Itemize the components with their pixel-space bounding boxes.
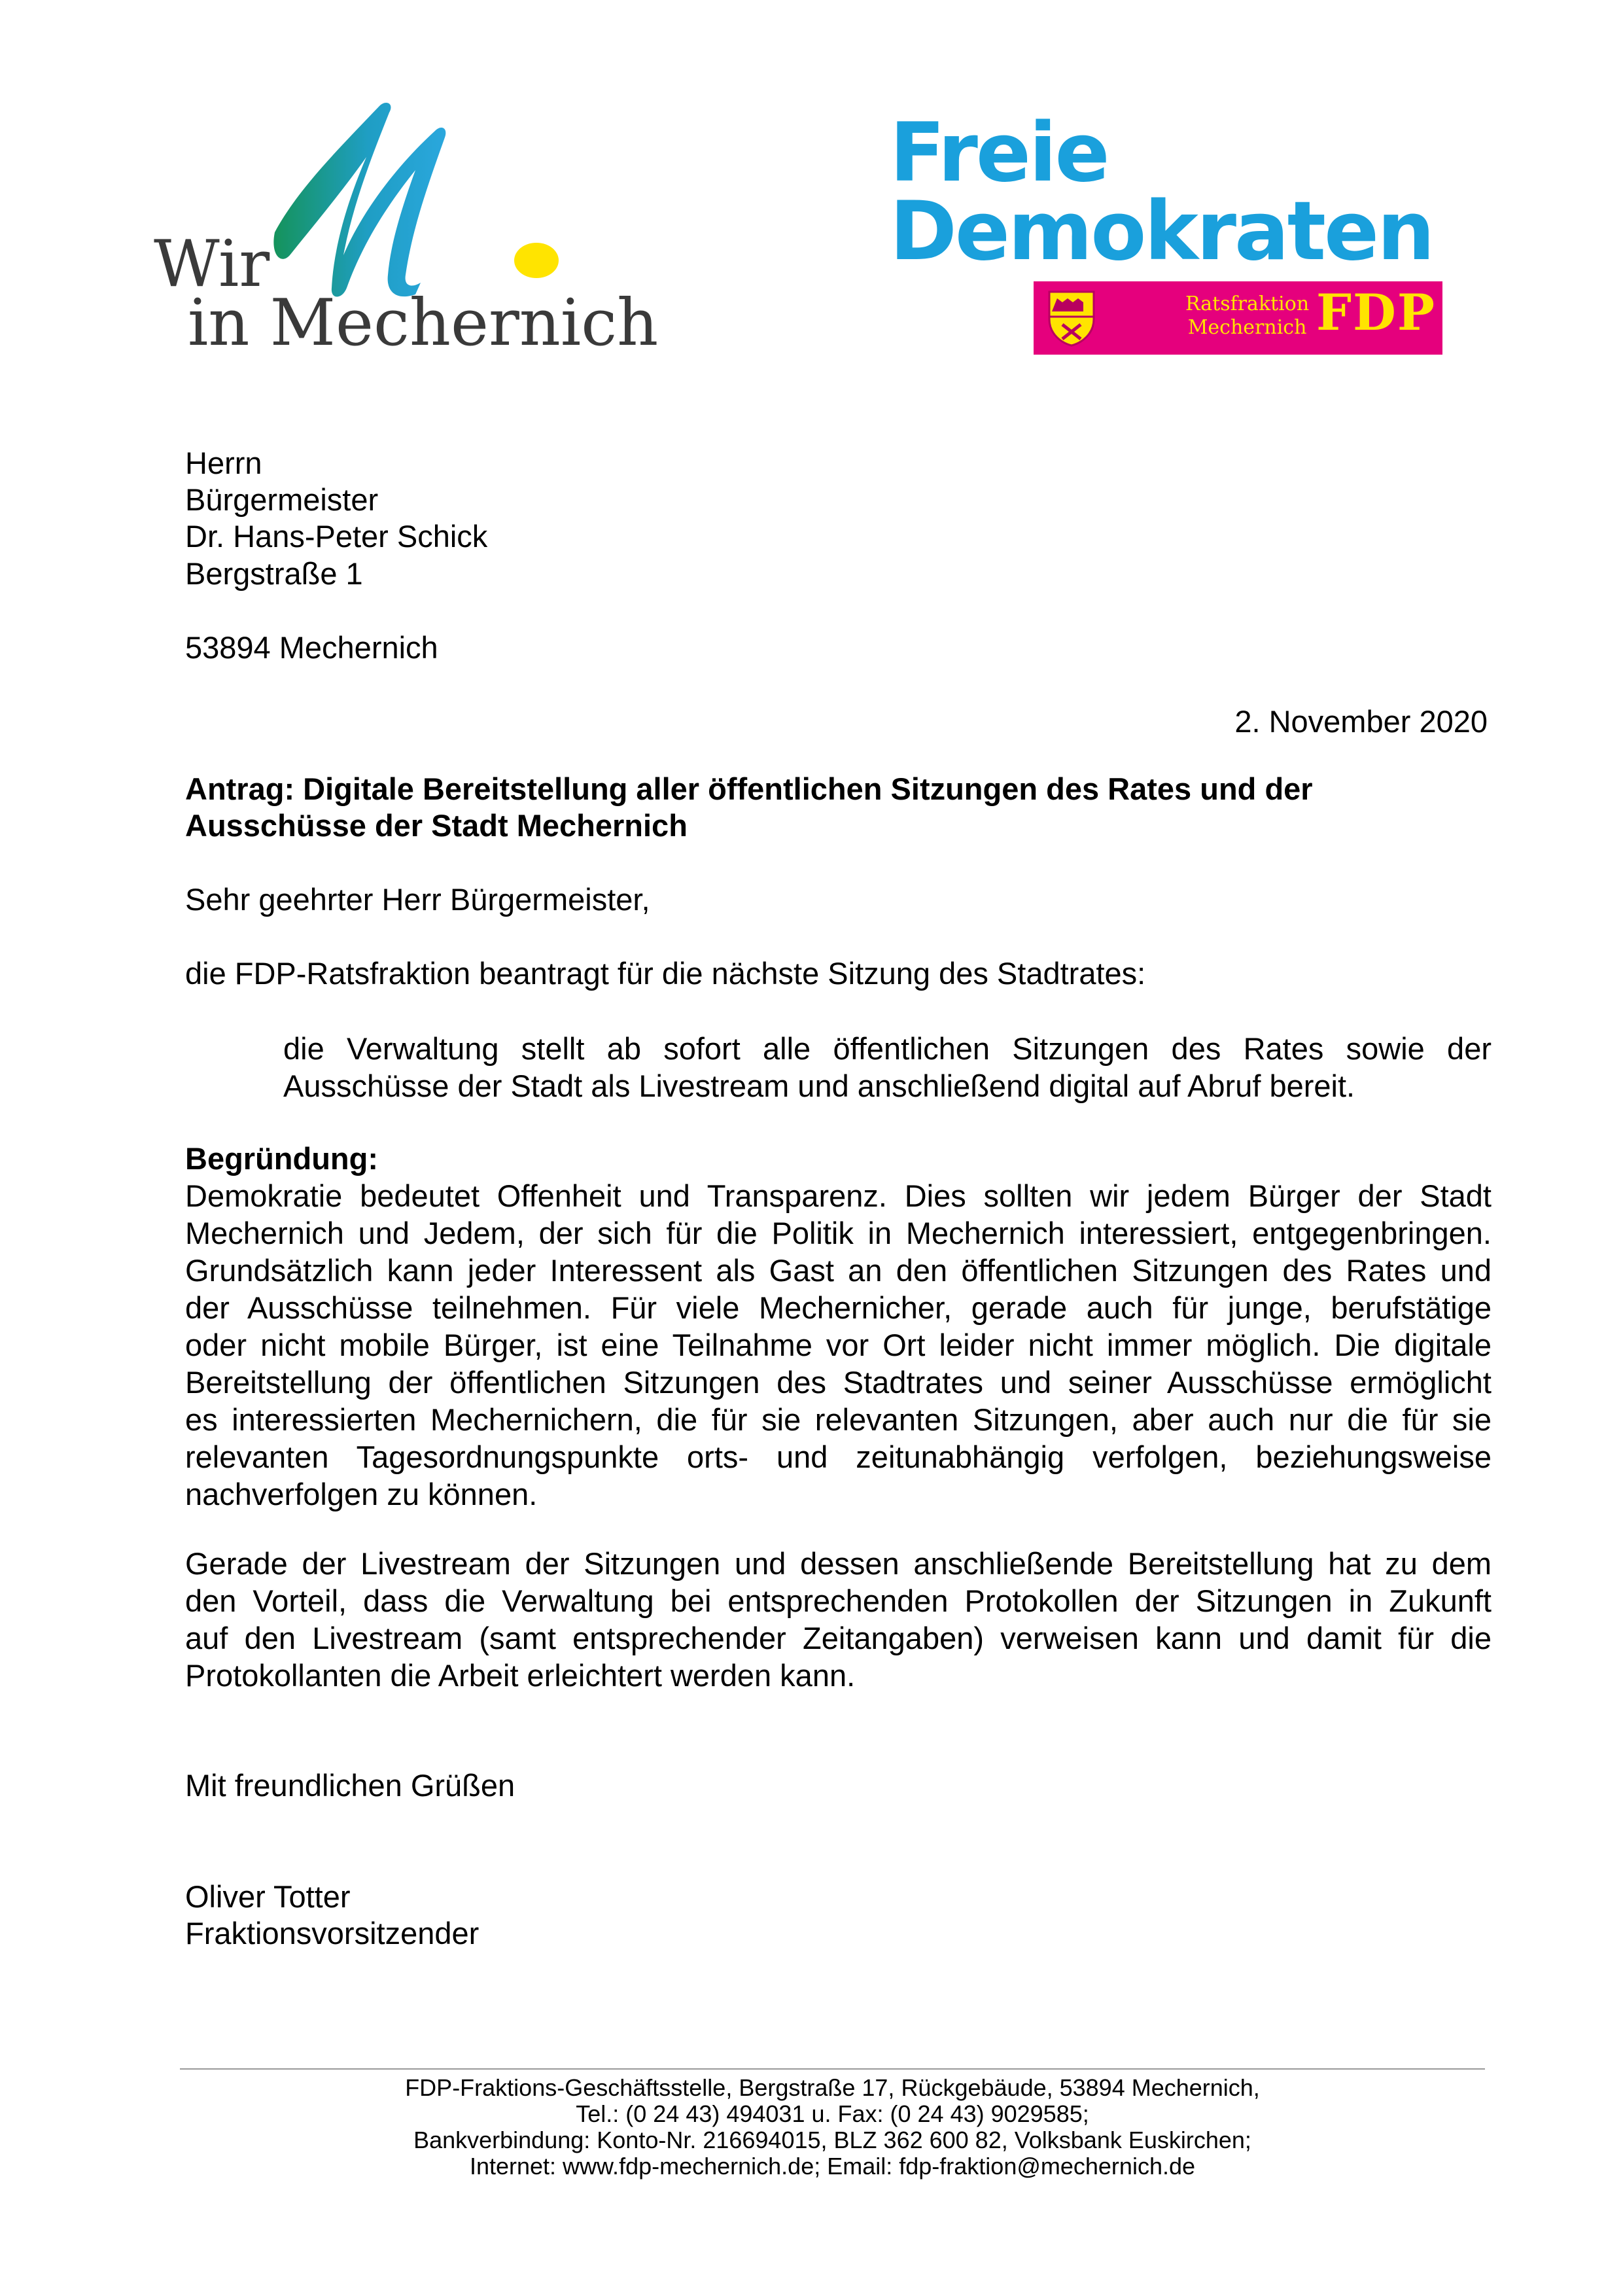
reasoning-line: nachverfolgen zu können.	[185, 1477, 538, 1511]
reasoning2-line: den Vorteil, dass die Verwaltung bei entsprechenden Protokollen der Sitzungen in Zukunft	[185, 1583, 1492, 1618]
salutation: Sehr geehrter Herr Bürgermeister,	[185, 882, 650, 917]
logo-freie-text: Freie	[890, 106, 1108, 200]
ratsfraktion-mechernich-text: Mechernich	[1187, 316, 1307, 339]
reasoning-line: Mechernich und Jedem, der sich für die Politik in Mechernich interessiert, entgegenbringen.	[185, 1216, 1492, 1250]
reasoning-paragraph	[185, 1177, 1492, 1513]
motion-block	[283, 1030, 1492, 1104]
footer	[180, 2075, 1485, 2180]
logo-wir-text: Wir	[154, 227, 270, 302]
letter-subject: Antrag: Digitale Bereitstellung aller öffentlichen Sitzungen des Rates und der Ausschüsse der Stadt Mechernich	[185, 771, 1313, 843]
reasoning-line: Bereitstellung der öffentlichen Sitzungen des Stadtrates und seiner Ausschüsse ermöglicht	[185, 1365, 1492, 1400]
fdp-text: FDP	[1316, 283, 1437, 342]
signer-name: Oliver Totter	[185, 1879, 351, 1914]
motion-line: die Verwaltung stellt ab sofort alle öffentlichen Sitzungen des Rates sowie der	[283, 1031, 1492, 1066]
ratsfraktion-text: Ratsfraktion	[1185, 292, 1310, 315]
reasoning-line: es interessierten Mechernichern, die für sie relevanten Sitzungen, aber auch nur die für sie	[185, 1402, 1492, 1437]
logo-demokraten-text: Demokraten	[890, 185, 1433, 279]
reasoning-paragraph-2	[185, 1545, 1492, 1694]
footer-phone: Tel.: (0 24 43) 494031 u. Fax: (0 24 43) 9029585;	[576, 2100, 1089, 2127]
recipient-line-2: Bürgermeister	[185, 482, 379, 517]
reasoning-line: oder nicht mobile Bürger, ist eine Teilnahme vor Ort leider nicht immer möglich. Die digitale	[185, 1328, 1492, 1362]
reasoning-line: relevanten Tagesordnungspunkte orts- und zeitunabhängig verfolgen, beziehungsweise	[185, 1439, 1492, 1474]
coat-of-arms-icon	[1041, 288, 1102, 348]
reasoning2-line: Gerade der Livestream der Sitzungen und dessen anschließende Bereitstellung hat zu dem	[185, 1546, 1492, 1581]
recipient-line-4: Bergstraße 1	[185, 556, 363, 591]
yellow-dot	[514, 243, 559, 278]
reasoning-line: Grundsätzlich kann jeder Interessent als Gast an den öffentlichen Sitzungen des Rates und	[185, 1253, 1492, 1288]
recipient-line-5: 53894 Mechernich	[185, 630, 438, 665]
recipient-line-3: Dr. Hans-Peter Schick	[185, 519, 488, 554]
footer-internet: Internet: www.fdp-mechernich.de; Email: fdp-fraktion@mechernich.de	[469, 2153, 1196, 2180]
letter-date: 2. November 2020	[1234, 704, 1488, 739]
reasoning2-line: Protokollanten die Arbeit erleichtert werden kann.	[185, 1658, 856, 1693]
closing: Mit freundlichen Grüßen	[185, 1768, 515, 1803]
footer-bank: Bankverbindung: Konto-Nr. 216694015, BLZ 362 600 82, Volksbank Euskirchen;	[413, 2127, 1251, 2153]
reasoning-heading: Begründung:	[185, 1141, 378, 1176]
reasoning2-line: auf den Livestream (samt entsprechender Zeitangaben) verweisen kann und damit für die	[185, 1621, 1492, 1655]
ratsfraktion-label	[1185, 292, 1309, 340]
motion-line: Ausschüsse der Stadt als Livestream und anschließend digital auf Abruf bereit.	[283, 1069, 1355, 1103]
recipient-line-1: Herrn	[185, 446, 262, 480]
signer-title: Fraktionsvorsitzender	[185, 1916, 480, 1951]
footer-address: FDP-Fraktions-Geschäftsstelle, Bergstraße 17, Rückgebäude, 53894 Mechernich,	[405, 2074, 1260, 2101]
reasoning-line: der Ausschüsse teilnehmen. Für viele Mechernicher, gerade auch für junge, berufstätige	[185, 1290, 1492, 1325]
reasoning-line: Demokratie bedeutet Offenheit und Transparenz. Dies sollten wir jedem Bürger der Stadt	[185, 1178, 1492, 1213]
wir-in-mechernich-logo	[147, 92, 659, 366]
logo-in-mechernich-text: in Mechernich	[188, 286, 659, 361]
footer-divider	[180, 2068, 1485, 2070]
intro-text: die FDP-Ratsfraktion beantragt für die nächste Sitzung des Stadtrates:	[185, 956, 1146, 991]
